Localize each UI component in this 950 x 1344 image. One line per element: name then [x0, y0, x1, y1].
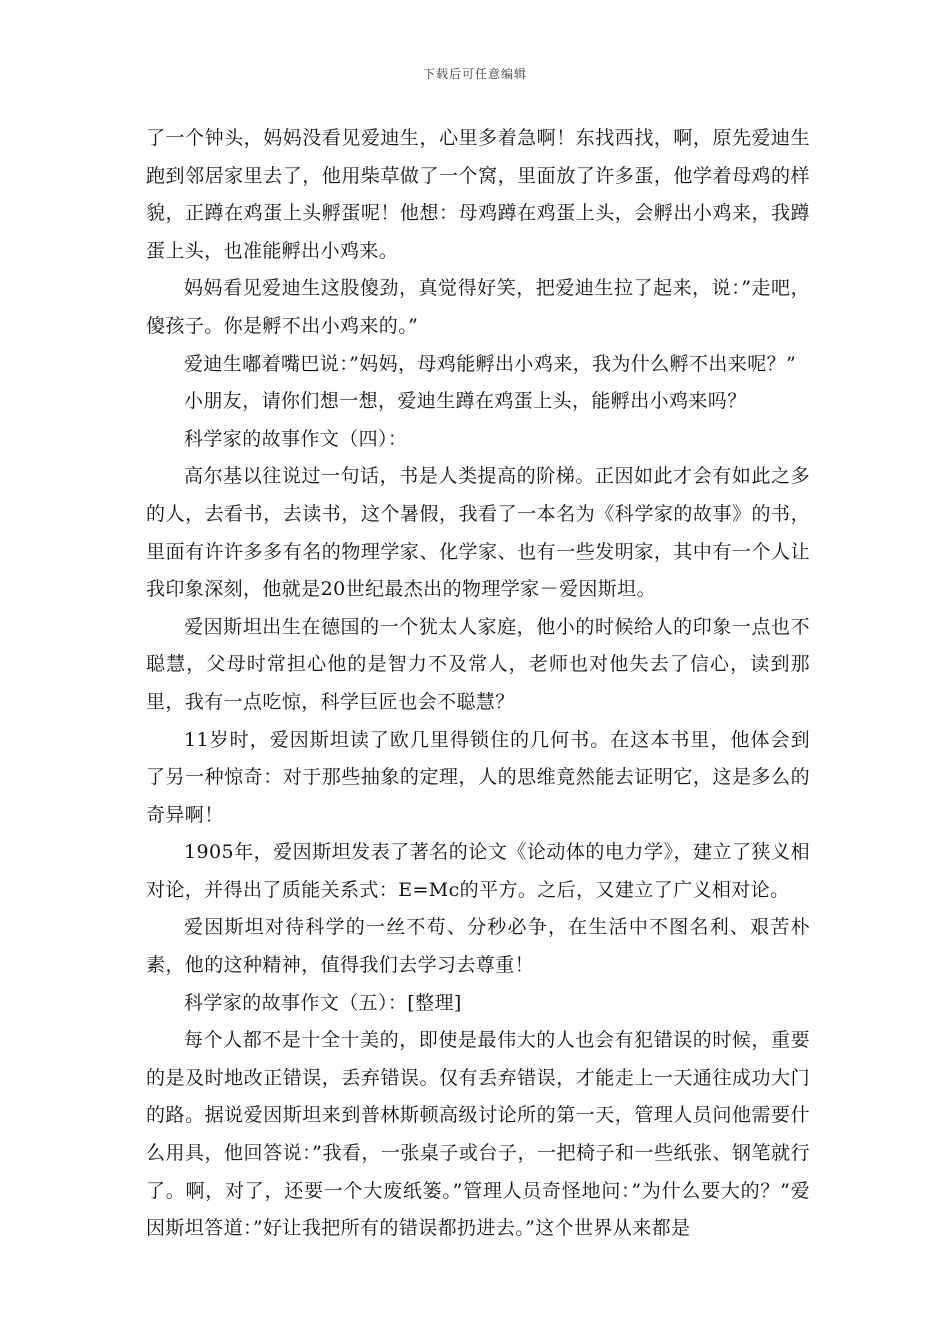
paragraph: 爱因斯坦出生在德国的一个犹太人家庭，他小的时候给人的印象一点也不聪慧，父母时常担心他的是智力不及常人，老师也对他失去了信心，读到那里，我有一点吃惊，科学巨匠也会不聪慧？ — [146, 615, 810, 713]
paragraph: 爱因斯坦对待科学的一丝不苟、分秒必争，在生活中不图名利、艰苦朴素，他的这种精神，值得我们去学习去尊重！ — [146, 916, 810, 977]
section-heading: 科学家的故事作文（四）： — [184, 427, 408, 450]
paragraph: 11岁时，爱因斯坦读了欧几里得锁住的几何书。在这本书里，他体会到了另一种惊奇：对于那些抽象的定理，人的思维竟然能去证明它，这是多么的奇异啊！ — [146, 728, 810, 826]
section-heading: 科学家的故事作文（五）：[整理] — [184, 991, 462, 1014]
page-header: 下载后可任意编辑 — [422, 67, 527, 81]
paragraph: 1905年，爱因斯坦发表了著名的论文《论动体的电力学》，建立了狭义相对论，并得出了质能关系式：E=Mc的平方。之后，又建立了广义相对论。 — [146, 841, 810, 901]
paragraph: 爱迪生嘟着嘴巴说：”妈妈，母鸡能孵出小鸡来，我为什么孵不出来呢？” — [184, 352, 797, 375]
paragraph: 每个人都不是十全十美的，即使是最伟大的人也会有犯错误的时候，重要的是及时地改正错误，丢弃错误。仅有丢弃错误，才能走上一天通往成功大门的路。据说爱因斯坦来到普林斯顿高级讨论所的第一天，管理人员问他需要什么用具，他回答说：”我看，一张桌子或台子，一把椅子和一些纸张、钢笔就行了。啊，对了，还要一个大废纸篓。”管理人员奇怪地问：”为什么要大的？”爱因斯坦答道：”好让我把所有的错误都扔进去。”这个世界从来都是 — [146, 1029, 810, 1240]
document-body — [146, 120, 810, 1248]
paragraph: 妈妈看见爱迪生这股傻劲，真觉得好笑，把爱迪生拉了起来，说：”走吧，傻孩子。你是孵不出小鸡来的。” — [146, 277, 810, 337]
paragraph: 小朋友，请你们想一想，爱迪生蹲在鸡蛋上头，能孵出小鸡来吗？ — [184, 390, 747, 413]
paragraph: 高尔基以往说过一句话，书是人类提高的阶梯。正因如此才会有如此之多的人，去看书，去读书，这个暑假，我看了一本名为《科学家的故事》的书，里面有许许多多有名的物理学家、化学家、也有一些发明家，其中有一个人让我印象深刻，他就是20世纪最杰出的物理学家－爱因斯坦。 — [146, 465, 810, 601]
paragraph-continuation: 了一个钟头，妈妈没看见爱迪生，心里多着急啊！东找西找，啊，原先爱迪生跑到邻居家里去了，他用柴草做了一个窝，里面放了许多蛋，他学着母鸡的样貌，正蹲在鸡蛋上头孵蛋呢！他想：母鸡蹲在鸡蛋上头，会孵出小鸡来，我蹲蛋上头，也准能孵出小鸡来。 — [146, 127, 810, 262]
